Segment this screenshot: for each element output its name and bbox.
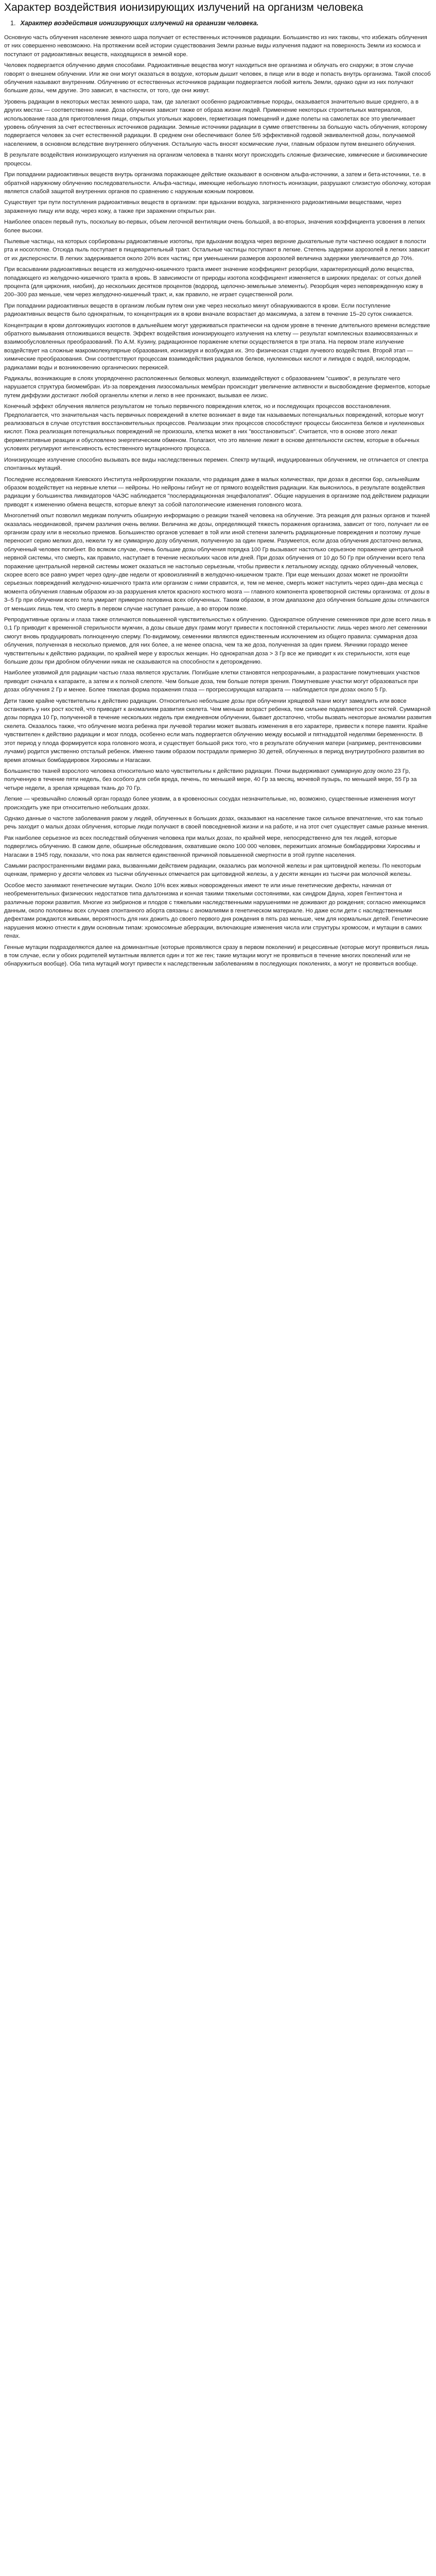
paragraph: Однако данные о частоте заболевания раком у людей, облученных в больших дозах, оказывают на население такое сильное впечатление, что как только речь заходит о малых дозах облучения, которые люди получают в своей повседневной жизни и на работе, и на этот счет существует самые разные мнения. (4, 815, 429, 831)
paragraph: Самыми распространенными видами рака, вызванными действием радиации, оказались рак молочной железы и рак щитовидной железы. По некоторым оценкам, примерно у десяти человек из тысячи облученных отмечается рак щитовидной железы, а у десяти женщин из тысячи рак молочной железы. (4, 862, 421, 878)
paragraph: При попадании радиоактивных веществ внутрь организма поражающее действие оказывают в основном альфа-источники, а затем и бета-источники, т.е. в обратной наружному облучению последовательности. Альфа-частицы, имеющие небольшую плотность ионизации, разрушают слизистую оболочку, которая является слабой защитой внутренних органов по сравнению с наружным кожным покровом. (4, 172, 431, 195)
paragraph: При всасывании радиоактивных веществ из желудочно-кишечного тракта имеет значение коэффициент резорбции, характеризующий долю вещества, попадающего из желудочно-кишечного тракта в кровь. В зависимости от природы изотопа коэффициент изменяется в широких пределах: от сотых долей процента (для циркония, ниобия), до нескольких десятков процентов (водород, щелочно-земельные элементы). Резорбция через неповрежденную кожу в 200–300 раз меньше, чем через желудочно-кишечный тракт, и, как правило, не играет существенной роли. (4, 266, 423, 298)
paragraph: Дети также крайне чувствительны к действию радиации. Относительно небольшие дозы при облучении хрящевой ткани могут замедлить или вовсе остановить у них рост костей, что приводит к аномалиям развития скелета. Чем меньше возраст ребенка, тем сильнее подавляется рост костей. Суммарной дозы порядка 10 Гр, полученной в течение нескольких недель при ежедневном облучении, бывает достаточно, чтобы вызвать некоторые аномалии развития скелета. Оказалось также, что облучение мозга ребенка при лучевой терапии может вызвать изменения в его характере, привести к потере памяти. Крайне чувствителен к действию радиации и мозг плода, особенно если мать подвергается облучению между восьмой и пятнадцатой неделями беременности. В этот период у плода формируется кора головного мозга, и существует большой риск того, что в результате облучения матери (например, рентгеновскими лучами) родится умственно отсталый ребенок. Именно таким образом пострадали примерно 30 детей, облученных в период внутриутробного развития во время атомных бомбардировок Хиросимы и Нагасаки. (4, 698, 432, 764)
paragraph: Особое место занимают генетические мутации. Около 10% всех живых новорожденных имеют те или иные генетические дефекты, начиная от необременительных физических недостатков типа дальтонизма и кончая такими тяжелыми состояниями, как синдром Дауна, хорея Гентингтона и различные пороки развития. Многие из эмбрионов и плодов с тяжелыми наследственными нарушениями не доживают до рождения; согласно имеющимся данным, около половины всех случаев спонтанного аборта связаны с аномалиями в генетическом материале. Но даже если дети с наследственными дефектами рождаются живыми, вероятность для них дожить до своего первого дня рождения в пять раз меньше, чем для нормальных детей. Генетические нарушения можно отнести к двум основным типам: хромосомные аберрации, включающие изменения числа или структуры хромосом, и мутации в самих генах. (4, 882, 428, 940)
paragraph: Наиболее опасен первый путь, поскольку во-первых, объем легочной вентиляции очень большой, а во-вторых, значения коэффициента усвоения в легких более высоки. (4, 219, 425, 234)
paragraph: Существует три пути поступления радиоактивных веществ в организм: при вдыхании воздуха, загрязненного радиоактивными веществами, через зараженную пищу или воду, через кожу, а также при заражении открытых ран. (4, 199, 402, 214)
paragraph: Человек подвергается облучению двумя способами. Радиоактивные вещества могут находиться вне организма и облучать его снаружи; в этом случае говорят о внешнем облучении. Или же они могут оказаться в воздухе, которым дышит человек, в пище или в воде и попасть внутрь организма. Такой способ облучения называют внутренним. Облучению от естественных источников радиации подвергается любой житель Земли, однако одни из них получают большие дозы, чем другие. Это зависит, в частности, от того, где они живут. (4, 62, 431, 94)
paragraph: В результате воздействия ионизирующего излучения на организм человека в тканях могут происходить сложные физические, химические и биохимические процессы. (4, 152, 428, 167)
paragraph: Радикалы, возникающие в слоях упорядоченно расположенных белковых молекул, взаимодействуют с образованием "сшивок", в результате чего нарушается структура биомембран. Из-за повреждения лизосомальных мембран происходит увеличение активности и высвобождение ферментов, которые путем диффузии достигают любой органеллы клетки и легко в нее проникают, вызывая ее лизис. (4, 376, 430, 399)
paragraph: Наиболее уязвимой для радиации частью глаза является хрусталик. Погибшие клетки становятся непрозрачными, а разрастание помутневших участков приводит сначала к катаракте, а затем и к полной слепоте. Чем больше доза, тем больше потеря зрения. Помутневшие участки могут образоваться при дозах облучения 2 Гр и менее. Более тяжелая форма поражения глаза — прогрессирующая катаракта — наблюдается при дозах около 5 Гр. (4, 670, 420, 693)
section-heading-text: Характер воздействия ионизирующих излучений на организм человека. (20, 20, 259, 27)
paragraph: Пылевые частицы, на которых сорбированы радиоактивные изотопы, при вдыхании воздуха через верхние дыхательные пути частично оседают в полости рта и носоглотке. Отсюда пыль поступает в пищеварительный тракт. Остальные частицы поступают в легкие. Степень задержки аэрозолей в легких зависит от их дисперсности. В легких задерживается около 20% всех частиц; при уменьшении размеров аэрозолей величина задержки увеличивается до 70%. (4, 238, 430, 262)
paragraph: Репродуктивные органы и глаза также отличаются повышенной чувствительностью к облучению. Однократное облучение семенников при дозе всего лишь в 0,1 Гр приводит к временной стерильности мужчин, а дозы свыше двух грамм могут привести к постоянной стерильности: лишь через много лет семенники смогут вновь продуцировать полноценную сперму. По-видимому, семенники являются единственным исключением из общего правила: суммарная доза облучения, полученная в несколько приемов, для них более, а не менее опасна, чем та же доза, полученная за один прием. Яичники гораздо менее чувствительны к действию радиации, по крайней мере у взрослых женщин. Но однократная доза > 3 Гр все же приводит к их стерильности, хотя еще большие дозы при дробном облучении никак не сказываются на способности к деторождению. (4, 617, 431, 666)
paragraph: Уровень радиации в некоторых местах земного шара, там, где залегают особенно радиоактивные породы, оказывается значительно выше среднего, а в других местах — соответственно ниже. Доза облучения зависит также от образа жизни людей. Применение некоторых строительных материалов, использование газа для приготовления пищи, открытых угольных жаровен, герметизация помещений и даже полеты на самолетах все это увеличивает уровень облучения за счет естественных источников радиации. Земные источники радиации в сумме ответственны за большую часть облучения, которому подвергается человек за счет естественной радиации. В среднем они обеспечивают более 5/6 эффективной годовой эквивалентной дозы, получаемой населением, в основном вследствие внутреннего облучения. Остальную часть вносят космические лучи, главным образом путем внешнего облучения. (4, 98, 427, 147)
paragraph: Последние исследования Киевского Института нейрохирургии показали, что радиация даже в малых количествах, при дозах в десятки бэр, сильнейшим образом воздействует на нервные клетки — нейроны. Но нейроны гибнут не от прямого воздействия радиации. Как выяснилось, в результате воздействия радиации у большинства ликвидаторов ЧАЭС наблюдается "послерадиационная энцефалопатия". Общие нарушения в организме под действием радиации приводят к изменению обмена веществ, которые влекут за собой патологические изменения головного мозга. (4, 476, 429, 508)
document-title: Характер воздействия ионизирующих излучений на организм человека (4, 2, 363, 13)
section-number: 1. (10, 20, 16, 27)
paragraph: Концентрации в крови долгоживущих изотопов в дальнейшем могут удерживаться практически на одном уровне в течение длительного времени вследствие обратного вымывания отложившихся веществ. Эффект воздействия ионизирующего излучения на клетку — результат комплексных взаимосвязанных и взаимообусловленных преобразований. По А.М. Кузину, радиационное поражение клетки осуществляется в три этапа. На первом этапе излучение воздействует на сложные макромолекулярные образования, ионизируя и возбуждая их. Это физическая стадия лучевого воздействия. Второй этап — химические преобразования. Они соответствуют процессам взаимодействия радикалов белков, нуклеиновых кислот и липидов с водой, кислородом, радикалами воды и возникновению органических перекисей. (4, 322, 430, 371)
paragraph: Основную часть облучения население земного шара получает от естественных источников радиации. Большинство из них таковы, что избежать облучения от них совершенно невозможно. На протяжении всей истории существования Земли разные виды излучения падают на поверхность Земли из космоса и поступают от радиоактивных веществ, находящихся в земной коре. (4, 35, 427, 58)
document-body (4, 33, 432, 969)
paragraph: Генные мутации подразделяются далее на доминантные (которые проявляются сразу в первом поколении) и рецессивные (которые могут проявиться лишь в том случае, если у обоих родителей мутантным является один и тот же ген; такие мутации могут не проявиться в течение многих поколений или не обнаружиться вообще). Оба типа мутаций могут привести к наследственным заболеваниям в последующих поколениях, а могут не проявиться вообще. (4, 944, 429, 968)
section-heading (10, 19, 432, 27)
paragraph: Многолетний опыт позволил медикам получить обширную информацию о реакции тканей человека на облучение. Эта реакция для разных органов и тканей оказалась неодинаковой, причем различия очень велики. Величина же дозы, определяющей тяжесть поражения организма, зависит от того, получает ли ее организм сразу или в несколько приемов. Большинство органов успевает в той или иной степени залечить радиационные повреждения и поэтому лучше переносит серию мелких доз, нежели ту же суммарную дозу облучения, полученную за один прием. Разумеется, если доза облучения достаточно велика, облученный человек погибнет. Во всяком случае, очень большие дозы облучения порядка 100 Гр вызывают настолько серьезное поражение центральной нервной системы, что смерть, как правило, наступает в течение нескольких часов или дней. При дозах облучения от 10 до 50 Гр при облучении всего тела поражение центральной нервной системы может оказаться не настолько серьезным, чтобы привести к летальному исходу, однако облученный человек, скорее всего все равно умрет через одну–две недели от кровоизлияний в желудочно-кишечном тракте. При еще меньших дозах может не произойти серьезных повреждений желудочно-кишечного тракта или организм с ними справится, и, тем не менее, смерть может наступить через один–два месяца с момента облучения главным образом из-за разрушения клеток красного костного мозга — главного компонента кроветворной системы организма: от дозы в 3–5 Гр при облучении всего тела умирает примерно половина всех облученных. Таким образом, в этом диапазоне доз облучения большие дозы отличаются от меньших лишь тем, что смерть в первом случае наступает раньше, а во втором позже. (4, 513, 430, 612)
paragraph: При попадании радиоактивных веществ в организм любым путем они уже через несколько минут обнаруживаются в крови. Если поступление радиоактивных веществ было однократным, то концентрация их в крови вначале возрастает до максимума, а затем в течение 15–20 суток снижается. (4, 302, 413, 318)
paragraph: Ионизирующее излучение способно вызывать все виды наследственных перемен. Спектр мутаций, индуцированных облучением, не отличается от спектра спонтанных мутаций. (4, 456, 428, 472)
paragraph: Конечный эффект облучения является результатом не только первичного повреждения клеток, но и последующих процессов восстановления. Предполагается, что значительная часть первичных повреждений в клетке возникает в виде так называемых потенциальных повреждений, которые могут реализоваться в случае отсутствия восстановительных процессов. Реализации этих процессов способствуют процессы биосинтеза белков и нуклеиновых кислот. Пока реализация потенциальных повреждений не произошла, клетка может в них "восстановиться". Считается, что в основе этого лежат ферментативные реакции и обусловлено энергетическим обменом. Полагают, что это явление лежит в основе деятельности систем, которые в обычных условиях регулируют интенсивность естественного мутационного процесса. (4, 403, 425, 452)
paragraph: Рак наиболее серьезное из всех последствий облучения человека при малых дозах, по крайней мере, непосредственно для тех людей, которые подверглись облучению. В самом деле, обширные обследования, охватившие около 100 000 человек, пережитших атомные бомбардировки Хиросимы и Нагасаки в 1945 году, показали, что пока рак является единственной причиной повышенной смертности в этой группе населения. (4, 835, 420, 858)
document-page (0, 2, 436, 977)
paragraph: Легкие — чрезвычайно сложный орган гораздо более уязвим, а в кровеносных сосудах незначительные, но, возможно, существенные изменения могут происходить уже при относительно небольших дозах. (4, 796, 416, 811)
paragraph: Большинство тканей взрослого человека относительно мало чувствительны к действию радиации. Почки выдерживают суммарную дозу около 23 Гр, полученную в течение пяти недель, без особого для себя вреда, печень, по меньшей мере, 40 Гр за месяц, мочевой пузырь, по меньшей мере, 55 Гр за четыре недели, а зрелая хрящевая ткань до 70 Гр. (4, 768, 417, 791)
